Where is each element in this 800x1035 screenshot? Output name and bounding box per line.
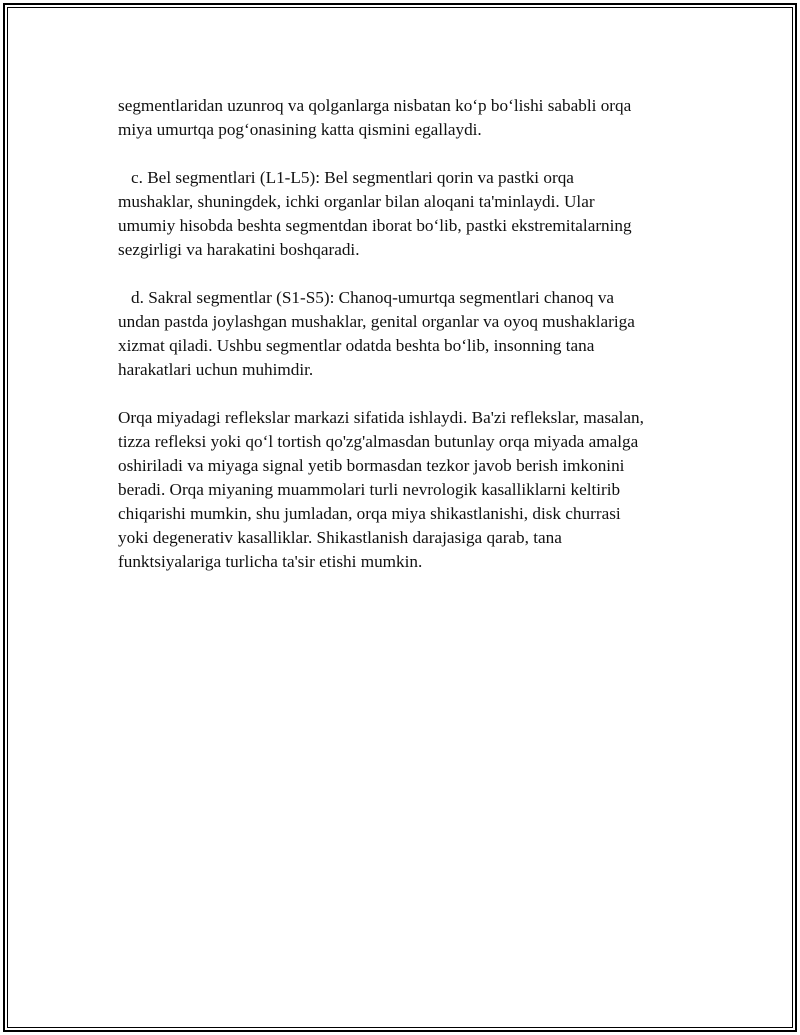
text-line: xizmat qiladi. Ushbu segmentlar odatda beshta bo‘lib, insonning tana [118, 336, 595, 355]
text-line: harakatlari uchun muhimdir. [118, 360, 314, 379]
paragraph-lumbar-segments [118, 166, 708, 262]
document-body [118, 94, 708, 574]
text-line: sezgirligi va harakatini boshqaradi. [118, 240, 360, 259]
text-line: oshiriladi va miyaga signal yetib bormasdan tezkor javob berish imkonini [118, 456, 625, 475]
text-line: yoki degenerativ kasalliklar. Shikastlanish darajasiga qarab, tana [118, 528, 562, 547]
text-line: beradi. Orqa miyaning muammolari turli nevrologik kasalliklarni keltirib [118, 480, 621, 499]
paragraph-sacral-segments [118, 286, 708, 382]
list-item-c-heading-line: c. Bel segmentlari (L1-L5): Bel segmentlari qorin va pastki orqa [131, 168, 574, 187]
text-line: tizza refleksi yoki qo‘l tortish qo'zg'almasdan butunlay orqa miyada amalga [118, 432, 639, 451]
text-line: chiqarishi mumkin, shu jumladan, orqa miya shikastlanishi, disk churrasi [118, 504, 621, 523]
paragraph-reflexes [118, 406, 708, 574]
text-line: segmentlaridan uzunroq va qolganlarga nisbatan ko‘p bo‘lishi sababli orqa [118, 96, 632, 115]
text-line: mushaklar, shuningdek, ichki organlar bilan aloqani ta'minlaydi. Ular [118, 192, 595, 211]
text-line: funktsiyalariga turlicha ta'sir etishi mumkin. [118, 552, 423, 571]
text-line: undan pastda joylashgan mushaklar, genital organlar va oyoq mushaklariga [118, 312, 635, 331]
list-item-d-heading-line: d. Sakral segmentlar (S1-S5): Chanoq-umurtqa segmentlari chanoq va [131, 288, 615, 307]
text-line: miya umurtqa pog‘onasining katta qismini egallaydi. [118, 120, 482, 139]
paragraph-thoracic-continued [118, 94, 708, 142]
text-line: Orqa miyadagi reflekslar markazi sifatida ishlaydi. Ba'zi reflekslar, masalan, [118, 408, 644, 427]
text-line: umumiy hisobda beshta segmentdan iborat bo‘lib, pastki ekstremitalarning [118, 216, 632, 235]
